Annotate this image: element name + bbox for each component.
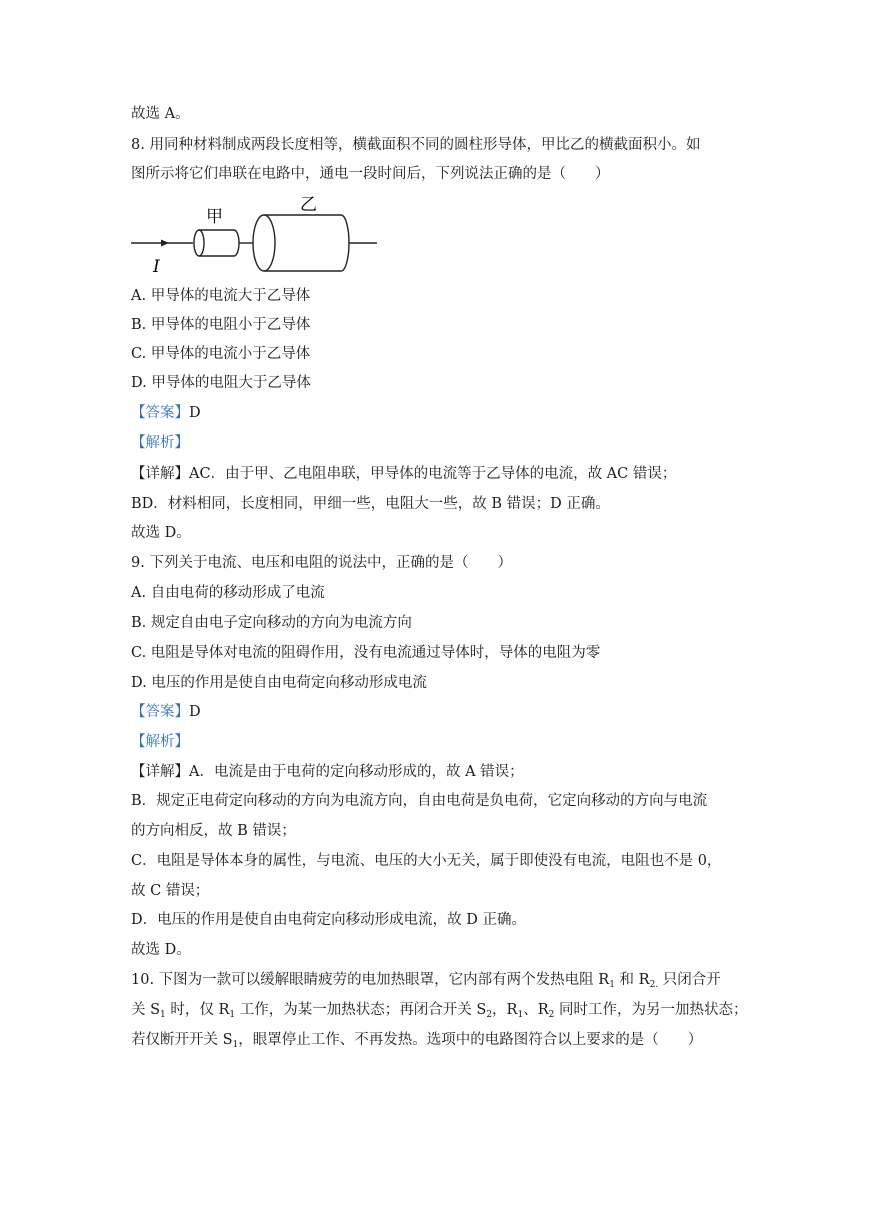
choose-line: 故选 D。: [131, 942, 191, 958]
answer-value: D: [189, 405, 201, 421]
option-b: B. 甲导体的电阻小于乙导体: [131, 317, 311, 333]
label-jia: 甲: [206, 207, 223, 227]
question-10-stem-cont: 关 $S_1$ 时，仅 $R_1$ 工作，为某一加热状态；再闭合开关 $S_2$，$R_1$、$R_2$ 同时工作，为另一加热状态；: [131, 1002, 748, 1020]
answer-label: 【答案】: [131, 704, 189, 720]
detail-line: 【详解】A．电流是由于电荷的定向移动形成的，故 A 错误；: [131, 764, 524, 780]
option-d: D. 电压的作用是使自由电荷定向移动形成电流: [131, 675, 427, 691]
option-b: B. 规定自由电子定向移动的方向为电流方向: [131, 615, 412, 631]
question-9-stem: 9. 下列关于电流、电压和电阻的说法中，正确的是（ ）: [131, 555, 512, 571]
choose-line: 故选 D。: [131, 525, 191, 541]
option-d: D. 甲导体的电阻大于乙导体: [131, 375, 311, 391]
analysis-label: 【解析】: [131, 734, 189, 750]
text-line: 故选 A。: [131, 106, 190, 122]
answer-line: [131, 702, 201, 722]
detail-line: 故 C 错误；: [131, 883, 210, 899]
question-8-stem: 8. 用同种材料制成两段长度相等，横截面积不同的圆柱形导体，甲比乙的横截面积小。如: [131, 137, 701, 153]
question-10-stem: 10. 下图为一款可以缓解眼睛疲劳的电加热眼罩，它内部有两个发热电阻 $R_1$ 和 $R_{2.}$ 只闭合开: [131, 972, 721, 990]
option-c: C. 甲导体的电流小于乙导体: [131, 346, 311, 362]
option-c: C. 电阻是导体对电流的阻碍作用，没有电流通过导体时，导体的电阻为零: [131, 645, 601, 661]
question-8-stem-cont: 图所示将它们串联在电路中，通电一段时间后，下列说法正确的是（ ）: [131, 166, 610, 182]
question-10-stem-cont: 若仅断开开关 $S_1$，眼罩停止工作、不再发热。选项中的电路图符合以上要求的是（ ）: [131, 1032, 703, 1050]
detail-line: B．规定正电荷定向移动的方向为电流方向，自由电荷是负电荷，它定向移动的方向与电流: [131, 793, 708, 809]
detail-line: 【详解】AC．由于甲、乙电阻串联，甲导体的电流等于乙导体的电流，故 AC 错误；: [131, 466, 677, 482]
detail-line: D．电压的作用是使自由电荷定向移动形成电流，故 D 正确。: [131, 912, 526, 928]
answer-line: [131, 403, 201, 423]
detail-line: C．电阻是导体本身的属性，与电流、电压的大小无关，属于即使没有电流，电阻也不是 0，: [131, 853, 722, 869]
option-a: A. 自由电荷的移动形成了电流: [131, 585, 325, 601]
answer-value: D: [189, 704, 201, 720]
analysis-label: 【解析】: [131, 435, 189, 451]
detail-line: 的方向相反，故 B 错误；: [131, 823, 296, 839]
detail-line: BD．材料相同，长度相同，甲细一些，电阻大一些，故 B 错误；D 正确。: [131, 496, 610, 512]
label-current-I: I: [153, 257, 160, 277]
label-yi: 乙: [300, 195, 317, 215]
option-a: A. 甲导体的电流大于乙导体: [131, 288, 311, 304]
answer-label: 【答案】: [131, 405, 189, 421]
conductor-diagram: [131, 195, 381, 277]
